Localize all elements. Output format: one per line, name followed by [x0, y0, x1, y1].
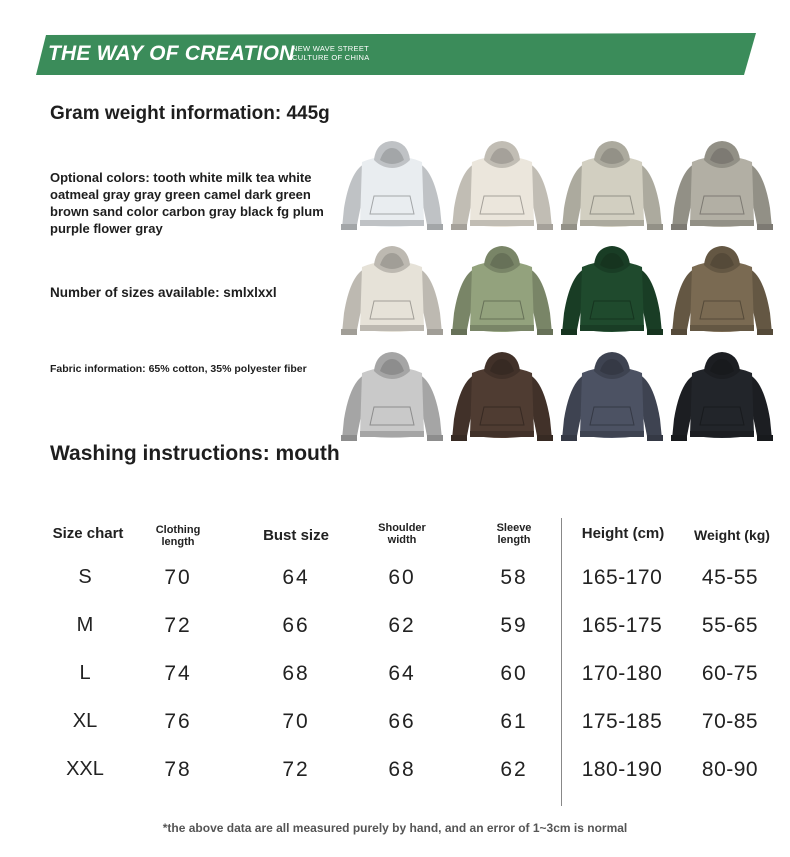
header-size-chart: Size chart	[52, 525, 124, 542]
cell-height: 165-170	[581, 566, 663, 589]
header-banner	[36, 33, 756, 75]
hoodie-tooth-white-icon	[338, 138, 446, 234]
cell-height: 180-190	[581, 758, 663, 781]
cell-weight: 80-90	[701, 758, 759, 781]
gram-weight-info: Gram weight information: 445g	[50, 103, 330, 124]
header-clothing-length-line-2: length	[161, 536, 195, 548]
cell-weight: 70-85	[701, 710, 759, 733]
cell-clothing: 74	[164, 662, 192, 685]
hoodie-sand-white-icon	[338, 243, 446, 339]
cell-bust: 68	[282, 662, 310, 685]
hoodie-carbon-gray-icon	[558, 349, 666, 445]
cell-shoulder: 68	[388, 758, 416, 781]
banner-subtitle-line-1: NEW WAVE STREET	[292, 44, 370, 53]
washing-instructions: Washing instructions: mouth	[50, 442, 340, 465]
header-height: Height (cm)	[581, 525, 665, 542]
hoodie-flower-gray-icon	[338, 349, 446, 445]
hoodie-black-icon	[668, 349, 776, 445]
cell-weight: 55-65	[701, 614, 759, 637]
cell-height: 175-185	[581, 710, 663, 733]
banner-subtitle	[292, 44, 370, 62]
header-bust-size: Bust size	[263, 527, 329, 544]
cell-size: L	[79, 662, 91, 684]
header-shoulder-width-line-2: width	[387, 534, 417, 546]
hoodie-oatmeal-icon	[558, 138, 666, 234]
header-sleeve-length-line-1: Sleeve	[496, 522, 532, 534]
cell-shoulder: 66	[388, 710, 416, 733]
hoodie-camel-brown-icon	[668, 243, 776, 339]
header-sleeve-length	[474, 522, 554, 546]
cell-shoulder: 64	[388, 662, 416, 685]
cell-sleeve: 61	[500, 710, 528, 733]
banner-title: THE WAY OF CREATION	[48, 42, 295, 65]
cell-clothing: 70	[164, 566, 192, 589]
cell-bust: 66	[282, 614, 310, 637]
cell-weight: 60-75	[701, 662, 759, 685]
header-weight: Weight (kg)	[694, 527, 770, 543]
header-clothing-length-line-1: Clothing	[155, 524, 201, 536]
header-clothing-length	[138, 524, 218, 548]
cell-clothing: 78	[164, 758, 192, 781]
cell-size: M	[76, 614, 94, 636]
hoodie-dark-green-icon	[558, 243, 666, 339]
header-sleeve-length-line-2: length	[497, 534, 531, 546]
cell-sleeve: 59	[500, 614, 528, 637]
cell-sleeve: 60	[500, 662, 528, 685]
cell-clothing: 76	[164, 710, 192, 733]
table-divider	[561, 518, 562, 806]
cell-shoulder: 62	[388, 614, 416, 637]
cell-size: XL	[72, 710, 98, 732]
hoodie-gray-green-icon	[448, 243, 556, 339]
cell-bust: 64	[282, 566, 310, 589]
measurement-note: *the above data are all measured purely by hand, and an error of 1~3cm is normal	[162, 821, 628, 835]
cell-shoulder: 60	[388, 566, 416, 589]
hoodie-milk-tea-white-icon	[448, 138, 556, 234]
cell-weight: 45-55	[701, 566, 759, 589]
cell-sleeve: 58	[500, 566, 528, 589]
header-shoulder-width-line-1: Shoulder	[378, 522, 426, 534]
cell-sleeve: 62	[500, 758, 528, 781]
cell-clothing: 72	[164, 614, 192, 637]
fabric-info: Fabric information: 65% cotton, 35% polyester fiber	[50, 363, 307, 375]
sizes-available-info: Number of sizes available: smlxlxxl	[50, 285, 277, 300]
optional-colors-info: Optional colors: tooth white milk tea white oatmeal gray gray green camel dark green brown sand color carbon gray black fg plum purple flower gray	[50, 170, 324, 236]
cell-size: XXL	[66, 758, 104, 780]
cell-bust: 72	[282, 758, 310, 781]
cell-height: 165-175	[581, 614, 663, 637]
banner-subtitle-line-2: CULTURE OF CHINA	[292, 53, 370, 62]
cell-bust: 70	[282, 710, 310, 733]
cell-size: S	[78, 566, 92, 588]
hoodie-brown-icon	[448, 349, 556, 445]
header-shoulder-width	[362, 522, 442, 546]
hoodie-gray-icon	[668, 138, 776, 234]
cell-height: 170-180	[581, 662, 663, 685]
